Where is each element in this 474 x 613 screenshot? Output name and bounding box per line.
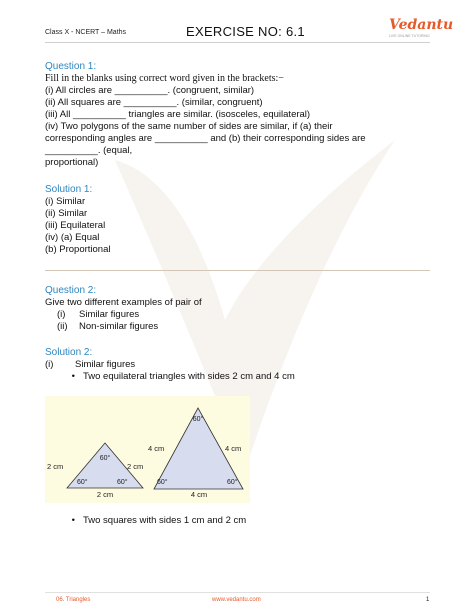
question-1-line: corresponding angles are __________ and (b) their corresponding sides are <box>45 133 366 144</box>
bullet-text: Two squares with sides 1 cm and 2 cm <box>83 515 247 526</box>
solution-2 <box>45 347 295 383</box>
bullet-icon: • <box>71 515 75 526</box>
page-number: 1 <box>426 597 430 603</box>
solution-1-line: (iv) (a) Equal <box>45 232 100 243</box>
question-2 <box>45 285 202 333</box>
question-1-heading: Question 1: <box>45 61 97 72</box>
page-title: EXERCISE NO: 6.1 <box>186 24 305 39</box>
question-2-heading: Question 2: <box>45 285 97 296</box>
bullet-icon: • <box>71 371 75 382</box>
question-1-line: (i) All circles are __________. (congruent, similar) <box>45 85 255 96</box>
large-base: 4 cm <box>190 490 208 499</box>
large-right-side: 4 cm <box>225 444 242 453</box>
list-number: (i) <box>57 309 66 320</box>
solution-1 <box>45 184 110 256</box>
large-top-angle: 60° <box>192 416 204 423</box>
question-2-item <box>45 309 202 321</box>
list-text: Similar figures <box>79 309 140 320</box>
vedantu-logo <box>383 17 454 43</box>
solution-1-line: (b) Proportional <box>45 244 111 255</box>
question-1-line: Fill in the blanks using correct word given in the brackets:− <box>45 73 284 84</box>
similar-triangles-figure <box>45 396 250 503</box>
small-left-angle: 60° <box>77 479 88 486</box>
small-base: 2 cm <box>96 490 114 499</box>
small-left-side: 2 cm <box>47 462 64 471</box>
bullet-text: Two equilateral triangles with sides 2 cm and 4 cm <box>83 371 295 382</box>
question-1-line: proportional) <box>45 157 99 168</box>
small-right-angle: 60° <box>117 479 128 486</box>
question-1 <box>45 61 366 169</box>
large-left-side: 4 cm <box>148 444 165 453</box>
question-1-line: (iv) Two polygons of the same number of sides are similar, if (a) their <box>45 121 333 132</box>
triangles-svg <box>45 396 250 503</box>
logo-tagline: LIVE ONLINE TUTORING <box>389 34 430 38</box>
solution-2-bullet-2 <box>45 515 246 527</box>
list-number: (ii) <box>57 321 68 332</box>
solution-1-line: (i) Similar <box>45 196 86 207</box>
large-left-angle: 60° <box>157 479 168 486</box>
question-1-line: (iii) All __________ triangles are similar. (isosceles, equilateral) <box>45 109 311 120</box>
question-1-line: __________. (equal, <box>45 145 133 156</box>
small-top-angle: 60° <box>99 455 111 462</box>
footer-divider <box>45 592 430 593</box>
question-1-line: (ii) All squares are __________. (similar, congruent) <box>45 97 263 108</box>
solution-1-line: (ii) Similar <box>45 208 88 219</box>
large-right-angle: 60° <box>227 479 238 486</box>
question-2-intro: Give two different examples of pair of <box>45 297 202 308</box>
solution-1-heading: Solution 1: <box>45 184 93 195</box>
solution-2-item <box>45 359 295 371</box>
list-number: (i) <box>45 359 54 370</box>
logo-text: Vedantu <box>389 17 454 33</box>
header-subject: Class X - NCERT – Maths <box>45 29 127 36</box>
solution-2-bullet <box>45 371 295 383</box>
list-text: Non-similar figures <box>79 321 159 332</box>
section-divider <box>45 270 430 271</box>
solution-1-line: (iii) Equilateral <box>45 220 106 231</box>
footer-chapter: 06. Triangles <box>56 597 91 603</box>
header-divider <box>45 42 430 43</box>
question-2-item <box>45 321 202 333</box>
footer-website-link[interactable]: www.vedantu.com <box>212 597 261 603</box>
solution-2-heading: Solution 2: <box>45 347 93 358</box>
list-text: Similar figures <box>75 359 136 370</box>
small-right-side: 2 cm <box>127 462 144 471</box>
solution-2-bullet <box>45 515 246 527</box>
